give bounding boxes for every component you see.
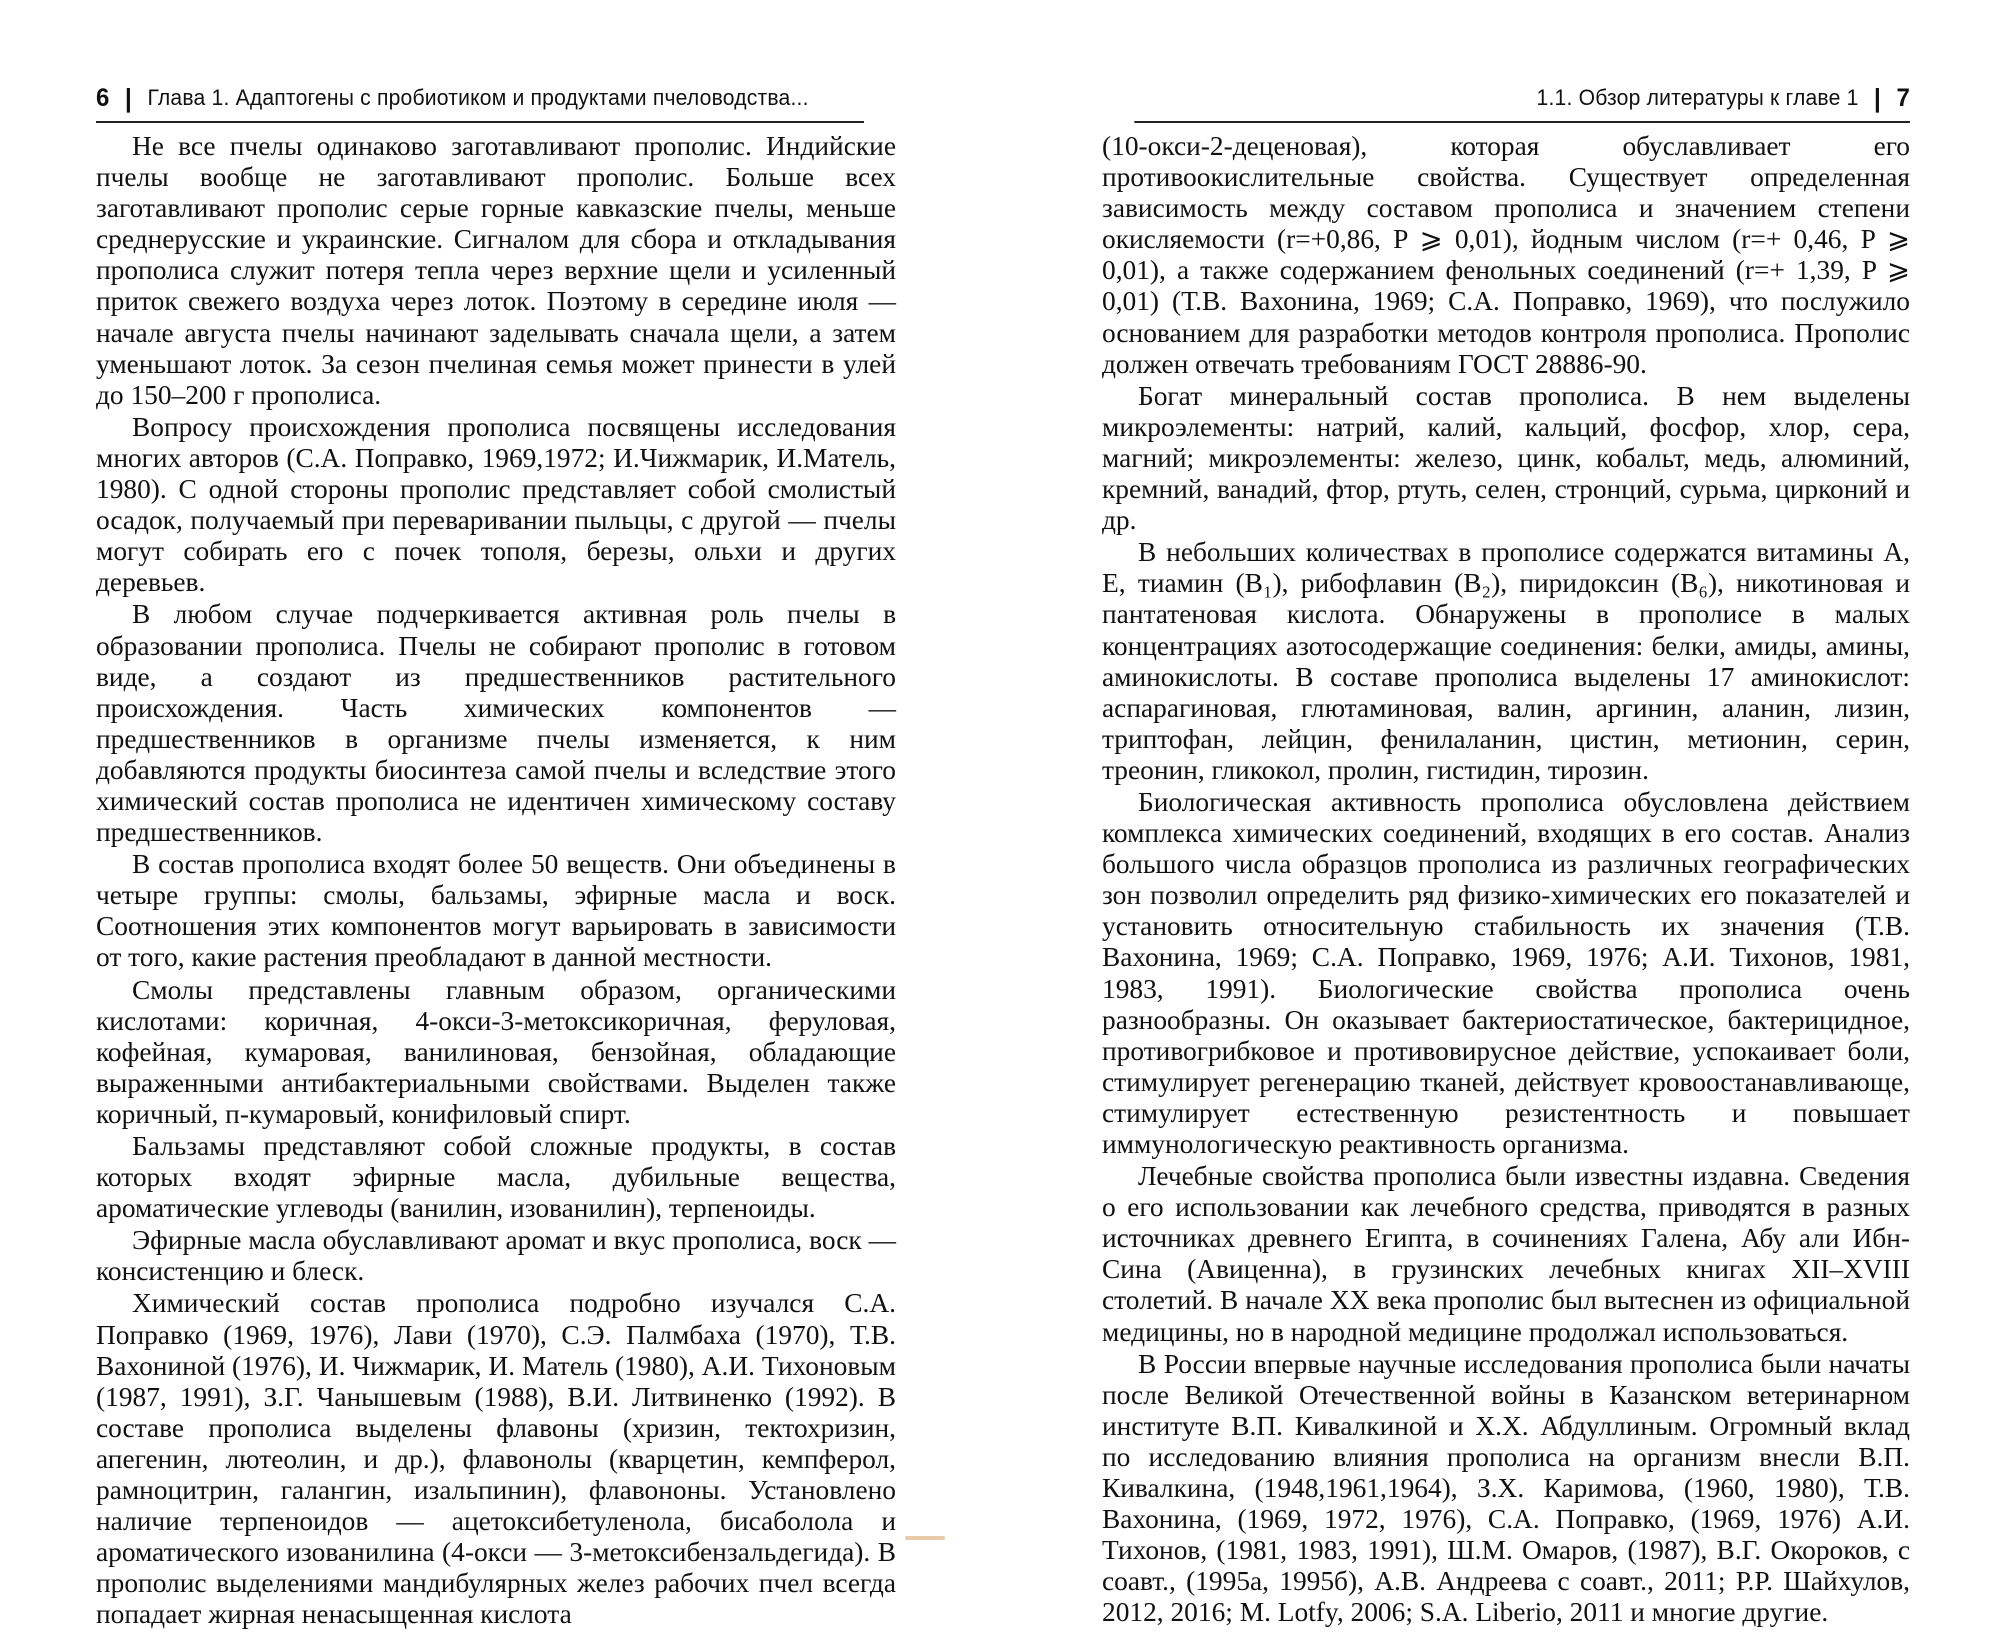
left-page-number: 6 — [96, 83, 110, 112]
paragraph: Не все пчелы одинаково заготавливают прополис. Индийские пчелы вообще не заготавливают прополис. Больше всех заготавливают прополис серые горные кавказские пчелы, меньше среднерусские и украинские. Сигналом для сбора и откладывания прополиса служит потеря тепла через верхние щели и усиленный приток свежего воздуха через лоток. Поэтому в середине июля — начале августа пчелы начинают заделывать сначала щели, а затем уменьшают лоток. За сезон пчелиная семья может принести в улей до 150–200 г прополиса. — [96, 131, 896, 410]
left-running-head: Глава 1. Адаптогены с пробиотиком и продуктами пчеловодства... — [147, 85, 809, 110]
right-page — [1102, 75, 1910, 1630]
paragraph: Вопросу происхождения прополиса посвящены исследования многих авторов (С.А. Поправко, 1969,1972; И.Чижмарик, И.Матель, 1980). С одной стороны прополис представляет собой смолистый осадок, получаемый при переваривании пыльцы, с другой — пчелы могут собирать его с почек тополя, березы, ольхи и других деревьев. — [96, 411, 896, 598]
header-divider: | — [124, 82, 133, 113]
left-running-header — [96, 75, 864, 123]
paragraph: Эфирные масла обуславливают аромат и вкус прополиса, воск — консистенцию и блеск. — [96, 1225, 896, 1287]
paragraph: В небольших количествах в прополисе содержатся витамины А, Е, тиамин (B₁), рибофлавин (B₂), пиридоксин (B₆), никотиновая и пантатеновая кислота. Обнаружены в прополисе в малых концентрациях азотосодержащие соединения: белки, амиды, амины, аминокислоты. В составе прополиса выделены 17 аминокислот: аспарагиновая, глютаминовая, валин, аргинин, аланин, лизин, триптофан, лейцин, фенилаланин, цистин, метионин, серин, треонин, гликокол, пролин, гистидин, тирозин. — [1102, 537, 1910, 785]
right-running-head: 1.1. Обзор литературы к главе 1 — [1536, 85, 1859, 110]
left-page — [96, 75, 896, 1632]
paragraph: Смолы представлены главным образом, органическими кислотами: коричная, 4-окси-3-метоксикоричная, феруловая, кофейная, кумаровая, ванилиновая, бензойная, обладающие выраженными антибактериальными свойствами. Выделен также коричный, п-кумаровый, конифиловый спирт. — [96, 974, 896, 1129]
paragraph: Химический состав прополиса подробно изучался С.А. Поправко (1969, 1976), Лави (1970), С.Э. Палмбаха (1970), Т.В. Вахониной (1976), И. Чижмарик, И. Матель (1980), А.И. Тихоновым (1987, 1991), З.Г. Чанышевым (1988), В.И. Литвиненко (1992). В составе прополиса выделены флавоны (хризин, тектохризин, апегенин, лютеолин, и др.), флавонолы (кварцетин, кемпферол, рамноцитрин, галангин, изальпинин), флавононы. Установлено наличие терпеноидов — ацетоксибетуленола, бисаболола и ароматического изованилина (4-окси — 3-метоксибензальдегида). В прополис выделениями мандибулярных желез рабочих пчел всегда попадает жирная ненасыщенная кислота — [96, 1288, 896, 1630]
header-divider: | — [1873, 82, 1882, 113]
paragraph: (10-окси-2-деценовая), которая обуславливает его противоокислительные свойства. Существует определенная зависимость между составом прополиса и значением степени окисляемости (r=+0,86, P ⩾ 0,01), йодным числом (r=+ 0,46, P ⩾ 0,01), а также содержанием фенольных соединений (r=+ 1,39, P ⩾ 0,01) (Т.В. Вахонина, 1969; С.А. Поправко, 1969), что послужило основанием для разработки методов контроля прополиса. Прополис должен отвечать требованиям ГОСТ 28886-90. — [1102, 131, 1910, 379]
paragraph: Бальзамы представляют собой сложные продукты, в состав которых входят эфирные масла, дубильные вещества, ароматические углеводы (ванилин, изованилин), терпеноиды. — [96, 1131, 896, 1224]
page-edge-mark — [905, 1536, 945, 1540]
paragraph: В состав прополиса входят более 50 веществ. Они объединены в четыре группы: смолы, бальзамы, эфирные масла и воск. Соотношения этих компонентов могут варьировать в зависимости от того, какие растения преобладают в данной местности. — [96, 849, 896, 973]
right-running-header — [1134, 75, 1910, 123]
right-page-body — [1102, 131, 1910, 1629]
paragraph: Биологическая активность прополиса обусловлена действием комплекса химических соединений, входящих в его состав. Анализ большого числа образцов прополиса из различных географических зон позволил определить ряд физико-химических его показателей и установить относительную стабильность их значения (Т.В. Вахонина, 1969; С.А. Поправко, 1969, 1976; А.И. Тихонов, 1981, 1983, 1991). Биологические свойства прополиса очень разнообразны. Он оказывает бактериостатическое, бактерицидное, противогрибковое и противовирусное действие, успокаивает боли, стимулирует регенерацию тканей, действует кровоостанавливающе, стимулирует естественную резистентность и повышает иммунологическую реактивность организма. — [1102, 786, 1910, 1159]
paragraph: В России впервые научные исследования прополиса были начаты после Великой Отечественной войны в Казанском ветеринарном институте В.П. Кивалкиной и Х.Х. Абдуллиным. Огромный вклад по исследованию влияния прополиса на организм внесли В.П. Кивалкина, (1948,1961,1964), З.Х. Каримова, (1960, 1980), Т.В. Вахонина, (1969, 1972, 1976), С.А. Поправко, (1969, 1976) А.И. Тихонов, (1981, 1983, 1991), Ш.М. Омаров, (1987), В.Г. Окороков, с соавт., (1995а, 1995б), А.В. Андреева с соавт., 2011; Р.Р. Шайхулов, 2012, 2016; M. Lotfy, 2006; S.A. Liberio, 2011 и многие другие. — [1102, 1348, 1910, 1628]
paragraph: Лечебные свойства прополиса были известны издавна. Сведения о его использовании как лечебного средства, приводятся в разных источниках древнего Египта, в сочинениях Галена, Абу али Ибн-Сина (Авиценна), в грузинских лечебных книгах XII–XVIII столетий. В начале XX века прополис был вытеснен из официальной медицины, но в народной медицине продолжал использоваться. — [1102, 1161, 1910, 1347]
paragraph: Богат минеральный состав прополиса. В нем выделены микроэлементы: натрий, калий, кальций, фосфор, хлор, сера, магний; микроэлементы: железо, цинк, кобальт, медь, алюминий, кремний, ванадий, фтор, ртуть, селен, стронций, сурьма, цирконий и др. — [1102, 380, 1910, 536]
paragraph: В любом случае подчеркивается активная роль пчелы в образовании прополиса. Пчелы не собирают прополис в готовом виде, а создают из предшественников растительного происхождения. Часть химических компонентов — предшественников в организме пчелы изменяется, к ним добавляются продукты биосинтеза самой пчелы и вследствие этого химический состав прополиса не идентичен химическому составу предшественников. — [96, 599, 896, 848]
left-page-body — [96, 131, 896, 1631]
right-page-number: 7 — [1896, 83, 1910, 112]
